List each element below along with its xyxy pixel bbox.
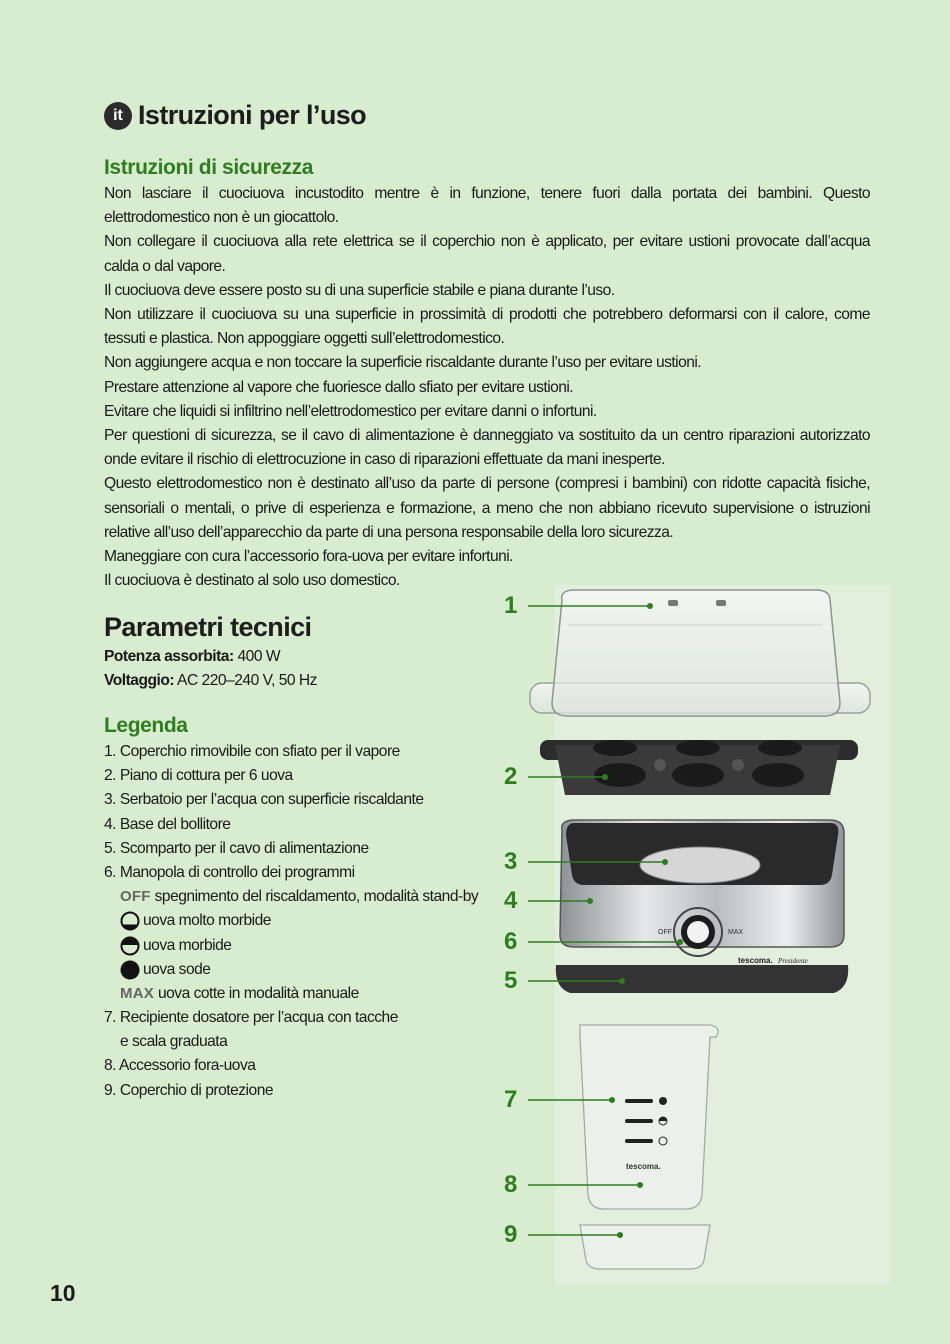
hard-egg-icon <box>120 960 140 980</box>
egg-cooker-illustration <box>500 585 890 1285</box>
mode-hard-text: uova sode <box>143 960 211 978</box>
voltage-spec <box>104 672 317 690</box>
safety-paragraph: Evitare che liquidi si infiltrino nell’elettrodomestico per evitare danni o infortuni. <box>104 402 597 420</box>
callout-7: 7 <box>504 1086 518 1113</box>
safety-paragraph: Il cuociuova è destinato al solo uso domestico. <box>104 572 400 590</box>
voltage-value: AC 220–240 V, 50 Hz <box>174 672 317 689</box>
very-soft-egg-icon <box>120 911 140 931</box>
mode-hard-row <box>104 958 504 982</box>
callout-4: 4 <box>504 887 518 914</box>
mode-off-row <box>104 885 504 909</box>
egg-cooker-figure <box>500 585 890 1285</box>
mode-off-text: spegnimento del riscaldamento, modalità stand-by <box>154 888 479 906</box>
soft-egg-icon <box>120 936 140 956</box>
safety-paragraph: Prestare attenzione al vapore che fuoriesce dallo sfiato per evitare ustioni. <box>104 378 574 396</box>
safety-paragraph: Non utilizzare il cuociuova su una superficie in prossimità di prodotti che potrebbero deformarsi con il calore, come tessuti e plastica. Non appoggiare oggetti sull’elettrodomestico. <box>104 306 870 348</box>
legend-item: 2. Piano di cottura per 6 uova <box>104 767 293 785</box>
egg-tray-part <box>540 740 858 795</box>
callout-2: 2 <box>504 763 518 790</box>
legend-item: 5. Scomparto per il cavo di alimentazione <box>104 839 369 857</box>
callout-1: 1 <box>504 592 518 619</box>
cup-brand-logo: tescoma. <box>626 1162 661 1171</box>
safety-paragraph: Maneggiare con cura l’accessorio fora-uova per evitare infortuni. <box>104 548 513 566</box>
safety-heading: Istruzioni di sicurezza <box>104 156 314 179</box>
mode-soft-row <box>104 934 504 958</box>
legend-item-continuation: e scala graduata <box>120 1033 228 1051</box>
brand-logo: tescoma. <box>738 956 773 965</box>
callout-3: 3 <box>504 848 518 875</box>
voltage-label: Voltaggio: <box>104 672 175 689</box>
off-label: OFF <box>120 888 151 906</box>
safety-paragraph: Non aggiungere acqua e non toccare la superficie riscaldante durante l’uso per evitare ustioni. <box>104 354 702 372</box>
legend-list <box>104 740 504 1103</box>
safety-paragraph: Il cuociuova deve essere posto su di una superficie stabile e piana durante l’uso. <box>104 281 615 299</box>
legend-heading: Legenda <box>104 714 188 737</box>
power-label: Potenza assorbita: <box>104 648 234 665</box>
legend-item: 9. Coperchio di protezione <box>104 1081 274 1099</box>
lid-part <box>530 590 870 716</box>
page-title: Istruzioni per l’uso <box>138 100 367 130</box>
mode-max-row <box>104 982 504 1006</box>
callout-9: 9 <box>504 1221 518 1248</box>
legend-item: 4. Base del bollitore <box>104 815 231 833</box>
safety-paragraph: Non collegare il cuociuova alla rete elettrica se il coperchio non è applicato, per evitare ustioni provocate dall’acqua calda o dal vapore. <box>104 233 870 275</box>
cooker-base-part <box>556 820 848 993</box>
legend-item: 1. Coperchio rimovibile con sfiato per il vapore <box>104 743 400 760</box>
safety-paragraph: Questo elettrodomestico non è destinato all’uso da parte di persone (compresi i bambini) con ridotte capacità fisiche, sensoriali o mentali, o prive di esperienza e formazione, a meno che non abbiano ricevuto supervisione o istruzioni relative all’uso dell’apparecchio da parte di una persona responsabile della loro sicurezza. <box>104 475 870 541</box>
tech-params-heading: Parametri tecnici <box>104 612 312 642</box>
legend-item: 8. Accessorio fora-uova <box>104 1057 256 1075</box>
mode-max-text: uova cotte in modalità manuale <box>157 984 359 1002</box>
callout-6: 6 <box>504 928 518 955</box>
safety-instructions <box>104 182 870 593</box>
safety-paragraph: Non lasciare il cuociuova incustodito mentre è in funzione, tenere fuori dalla portata dei bambini. Questo elettrodomestico non è un giocattolo. <box>104 185 870 227</box>
power-value: 400 W <box>233 648 281 665</box>
knob-max-label: MAX <box>728 929 744 936</box>
mode-very-soft-row <box>104 909 504 933</box>
brand-line: Presidente <box>778 957 808 965</box>
page-number: 10 <box>50 1280 76 1306</box>
callout-5: 5 <box>504 967 518 994</box>
mode-very-soft-text: uova molto morbide <box>143 912 271 930</box>
max-label: MAX <box>120 984 154 1002</box>
power-spec <box>104 648 280 666</box>
legend-item: 6. Manopola di controllo dei programmi <box>104 863 355 881</box>
legend-item: 3. Serbatoio per l’acqua con superficie riscaldante <box>104 791 424 809</box>
knob-off-label: OFF <box>658 929 672 936</box>
language-badge: it <box>104 102 132 130</box>
callout-8: 8 <box>504 1171 518 1198</box>
mode-soft-text: uova morbide <box>143 936 232 954</box>
page-header <box>104 100 366 131</box>
measuring-cup-part <box>580 1025 718 1269</box>
safety-paragraph: Per questioni di sicurezza, se il cavo di alimentazione è danneggiato va sostituito da un centro riparazioni autorizzato onde evitare il rischio di elettrocuzione in caso di riparazioni effettuate da mani inesperte. <box>104 427 870 469</box>
legend-item: 7. Recipiente dosatore per l’acqua con tacche <box>104 1009 398 1027</box>
